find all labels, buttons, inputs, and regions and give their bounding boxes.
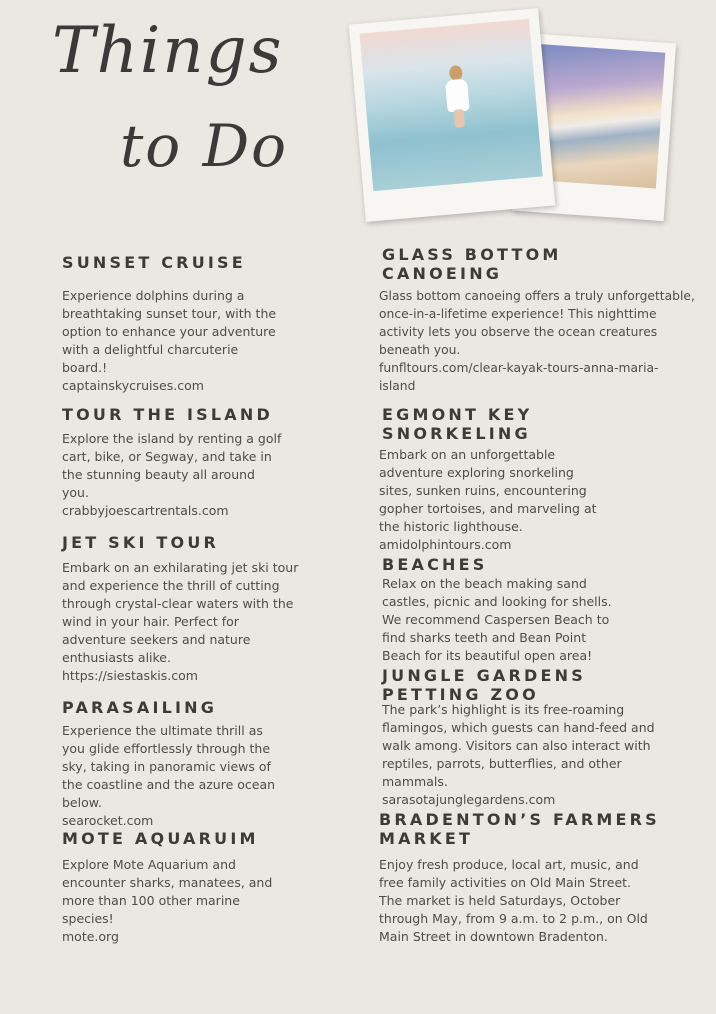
beach-walk-image bbox=[360, 19, 543, 191]
text-glass-bottom-canoeing: Glass bottom canoeing offers a truly unforgettable, once-in-a-lifetime experience! This nighttime activity lets you observe the ocean creatures beneath you. funfltours.com/clear-kayak-tours-anna-maria- island bbox=[379, 287, 713, 395]
page-title-line-1: Things bbox=[52, 14, 284, 88]
text-sunset-cruise: Experience dolphins during a breathtaking sunset tour, with the option to enhance your adventure with a delightful charcuterie board.! captainskycruises.com bbox=[62, 287, 322, 395]
heading-egmont-key-snorkeling: EGMONT KEY SNORKELING bbox=[382, 405, 533, 443]
heading-sunset-cruise: SUNSET CRUISE bbox=[62, 253, 246, 272]
text-tour-island: Explore the island by renting a golf cart, bike, or Segway, and take in the stunning beauty all around you. crabbyjoescartrentals.com bbox=[62, 430, 322, 520]
woman-on-beach-photo bbox=[349, 8, 556, 222]
text-parasailing: Experience the ultimate thrill as you glide effortlessly through the sky, taking in panoramic views of the coastline and the azure ocean below. searocket.com bbox=[62, 722, 322, 830]
link-glass-bottom-canoeing[interactable]: funfltours.com/clear-kayak-tours-anna-maria- island bbox=[379, 361, 659, 393]
text-egmont-key-snorkeling: Embark on an unforgettable adventure exploring snorkeling sites, sunken ruins, encountering gopher tortoises, and marveling at the historic lighthouse. amidolphintours.com bbox=[379, 446, 679, 554]
link-tour-island[interactable]: crabbyjoescartrentals.com bbox=[62, 503, 229, 518]
heading-jet-ski-tour: JET SKI TOUR bbox=[62, 533, 220, 552]
heading-beaches: BEACHES bbox=[382, 555, 488, 574]
page-title-line-2: to Do bbox=[120, 112, 289, 180]
link-jungle-gardens[interactable]: sarasotajunglegardens.com bbox=[382, 792, 556, 807]
text-jet-ski-tour: Embark on an exhilarating jet ski tour and experience the thrill of cutting through crystal-clear waters with the wind in your hair. Perfect for adventure seekers and nature enthusiasts alike. https://siestaskis.com bbox=[62, 559, 322, 685]
heading-mote-aquarium: MOTE AQUARUIM bbox=[62, 829, 259, 848]
heading-tour-island: TOUR THE ISLAND bbox=[62, 405, 273, 424]
heading-jungle-gardens: JUNGLE GARDENS PETTING ZOO bbox=[382, 666, 586, 704]
text-farmers-market: Enjoy fresh produce, local art, music, and free family activities on Old Main Street. The market is held Saturdays, October through May, from 9 a.m. to 2 p.m., on Old Main Street in downtown Bradenton. bbox=[379, 857, 648, 944]
link-parasailing[interactable]: searocket.com bbox=[62, 813, 154, 828]
link-jet-ski-tour[interactable]: https://siestaskis.com bbox=[62, 668, 198, 683]
text-jungle-gardens: The park’s highlight is its free-roaming flamingos, which guests can hand-feed and walk among. Visitors can also interact with reptiles, parrots, butterflies, and other mammals. sarasotajunglegardens.com bbox=[382, 701, 702, 809]
text-beaches: Relax on the beach making sand castles, picnic and looking for shells. We recommend Caspersen Beach to find sharks teeth and Bean Point Beach for its beautiful open area! bbox=[382, 576, 612, 663]
heading-farmers-market: BRADENTON’S FARMERS MARKET bbox=[379, 810, 660, 848]
heading-glass-bottom-canoeing: GLASS BOTTOM CANOEING bbox=[382, 245, 562, 283]
text-mote-aquarium: Explore Mote Aquarium and encounter sharks, manatees, and more than 100 other marine species! mote.org bbox=[62, 856, 322, 946]
heading-parasailing: PARASAILING bbox=[62, 698, 218, 717]
link-mote-aquarium[interactable]: mote.org bbox=[62, 929, 119, 944]
woman-figure bbox=[441, 64, 474, 126]
link-sunset-cruise[interactable]: captainskycruises.com bbox=[62, 378, 204, 393]
link-egmont-key-snorkeling[interactable]: amidolphintours.com bbox=[379, 537, 512, 552]
